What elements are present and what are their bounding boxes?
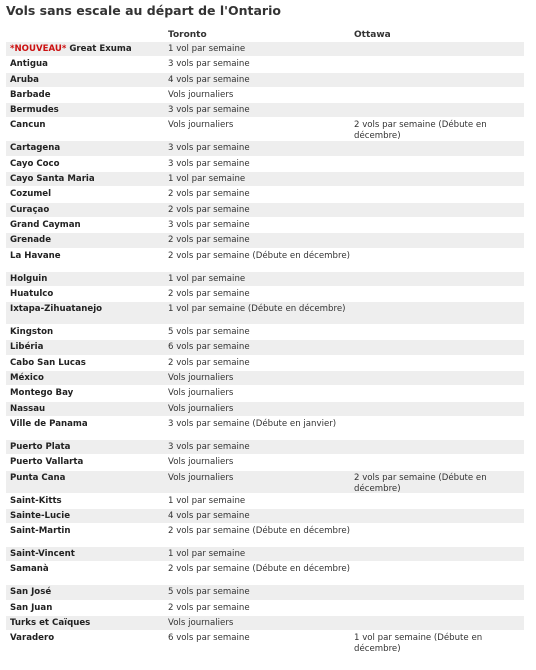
toronto-cell: 2 vols par semaine (Débute en décembre) [168, 526, 350, 537]
destination-name: Aruba [10, 74, 39, 85]
toronto-cell: Vols journaliers [168, 120, 234, 131]
destination-name: Varadero [10, 633, 55, 644]
destination-name: Grenade [10, 235, 52, 246]
destination-name: La Havane [10, 250, 61, 261]
destination-name: Grand Cayman [10, 219, 81, 230]
destination-cell [10, 373, 162, 384]
destination-name: San José [10, 587, 52, 598]
destination-cell [10, 75, 162, 86]
destination-name: Holguin [10, 273, 48, 284]
toronto-cell: Vols journaliers [168, 89, 234, 100]
toronto-cell: Vols journaliers [168, 472, 234, 483]
destination-name: Saint-Kitts [10, 495, 62, 506]
toronto-cell: 2 vols par semaine (Débute en décembre) [168, 250, 350, 261]
flights-table [6, 42, 524, 654]
destination-cell [10, 289, 162, 300]
toronto-cell: 3 vols par semaine (Débute en janvier) [168, 418, 337, 429]
table-row [6, 371, 524, 386]
table-row [6, 141, 524, 156]
toronto-cell: 2 vols par semaine [168, 288, 250, 299]
destination-name: Barbade [10, 89, 51, 100]
destination-cell [10, 304, 162, 315]
table-row [6, 73, 524, 88]
toronto-cell: 2 vols par semaine [168, 204, 250, 215]
table-row [6, 601, 524, 616]
table-row [6, 471, 524, 494]
destination-cell [10, 90, 162, 101]
destination-cell [10, 174, 162, 185]
toronto-cell: 2 vols par semaine (Débute en décembre) [168, 564, 350, 575]
table-row [6, 287, 524, 302]
table-row [6, 386, 524, 401]
table-row [6, 103, 524, 118]
table-row [6, 172, 524, 187]
destination-name: Ixtapa-Zihuatanejo [10, 304, 103, 315]
table-row [6, 417, 524, 440]
destination-name: Sainte-Lucie [10, 510, 71, 521]
destination-name: Ville de Panama [10, 418, 88, 429]
destination-name: Cancun [10, 120, 46, 131]
table-row [6, 325, 524, 340]
destination-cell [10, 633, 162, 644]
destination-cell [10, 419, 162, 430]
destination-cell [10, 511, 162, 522]
destination-cell [10, 496, 162, 507]
table-row [6, 440, 524, 455]
destination-cell [10, 442, 162, 453]
table-row [6, 187, 524, 202]
destination-cell [10, 159, 162, 170]
toronto-cell: Vols journaliers [168, 388, 234, 399]
table-row [6, 524, 524, 547]
destination-cell [10, 251, 162, 262]
destination-cell [10, 564, 162, 575]
destination-name: Libéria [10, 342, 44, 353]
destination-name: Huatulco [10, 288, 54, 299]
toronto-cell: 2 vols par semaine [168, 235, 250, 246]
toronto-cell: 5 vols par semaine [168, 587, 250, 598]
toronto-cell: 1 vol par semaine [168, 44, 246, 54]
destination-cell [10, 457, 162, 468]
destination-cell [10, 549, 162, 560]
destination-cell [10, 388, 162, 399]
page-title: Vols sans escale au départ de l'Ontario [6, 3, 281, 18]
toronto-cell: 1 vol par semaine [168, 495, 246, 506]
toronto-cell: 5 vols par semaine [168, 327, 250, 338]
toronto-cell: 1 vol par semaine [168, 549, 246, 560]
toronto-cell: 3 vols par semaine [168, 143, 250, 154]
toronto-cell: 3 vols par semaine [168, 105, 250, 116]
table-row [6, 585, 524, 600]
table-row [6, 455, 524, 470]
toronto-cell: 6 vols par semaine [168, 633, 250, 644]
toronto-cell: 4 vols par semaine [168, 74, 250, 85]
table-row [6, 157, 524, 172]
destination-cell [10, 327, 162, 338]
toronto-cell: 2 vols par semaine [168, 189, 250, 200]
toronto-cell: 2 vols par semaine [168, 602, 250, 613]
toronto-cell: Vols journaliers [168, 457, 234, 468]
table-row [6, 218, 524, 233]
destination-name: Cartagena [10, 143, 61, 154]
table-row [6, 233, 524, 248]
destination-name: Nassau [10, 403, 46, 414]
destination-cell [10, 618, 162, 629]
destination-cell [10, 342, 162, 353]
destination-name: Bermudes [10, 105, 59, 116]
destination-cell [10, 44, 162, 55]
destination-name: Samanà [10, 564, 49, 575]
toronto-cell: 6 vols par semaine [168, 342, 250, 353]
new-badge: *NOUVEAU* [10, 44, 67, 54]
destination-cell [10, 358, 162, 369]
table-row [6, 509, 524, 524]
toronto-cell: 2 vols par semaine [168, 357, 250, 368]
destination-cell [10, 603, 162, 614]
table-row [6, 340, 524, 355]
destination-cell [10, 105, 162, 116]
destination-name: Punta Cana [10, 472, 66, 483]
ottawa-cell: 2 vols par semaine (Débute en décembre) [354, 472, 487, 494]
destination-cell [10, 473, 162, 484]
toronto-cell: Vols journaliers [168, 618, 234, 629]
destination-name: San Juan [10, 602, 53, 613]
destination-name: Cozumel [10, 189, 52, 200]
destination-cell [10, 220, 162, 231]
toronto-cell: Vols journaliers [168, 373, 234, 384]
table-row [6, 356, 524, 371]
table-row [6, 88, 524, 103]
destination-name: Montego Bay [10, 388, 74, 399]
toronto-cell: 4 vols par semaine [168, 510, 250, 521]
destination-name: Saint-Vincent [10, 549, 75, 560]
destination-name: Puerto Vallarta [10, 457, 84, 468]
table-header [6, 28, 524, 42]
table-row [6, 57, 524, 72]
table-row [6, 616, 524, 631]
destination-name: Turks et Caïques [10, 618, 91, 629]
toronto-cell: Vols journaliers [168, 403, 234, 414]
destination-name: Curaçao [10, 204, 50, 215]
table-row [6, 42, 524, 57]
destination-name: Cabo San Lucas [10, 357, 86, 368]
destination-cell [10, 587, 162, 598]
table-row [6, 402, 524, 417]
table-row [6, 118, 524, 141]
destination-cell [10, 120, 162, 131]
destination-name: Puerto Plata [10, 441, 71, 452]
toronto-cell: 1 vol par semaine (Débute en décembre) [168, 304, 346, 315]
ottawa-cell: 2 vols par semaine (Débute en décembre) [354, 120, 487, 142]
table-row [6, 547, 524, 562]
destination-name: Kingston [10, 327, 54, 338]
destination-cell [10, 59, 162, 70]
destination-cell [10, 189, 162, 200]
toronto-cell: 1 vol par semaine [168, 273, 246, 284]
toronto-cell: 1 vol par semaine [168, 174, 246, 185]
destination-name: Saint-Martin [10, 526, 71, 537]
destination-name: México [10, 373, 44, 384]
destination-cell [10, 274, 162, 285]
table-row [6, 631, 524, 654]
destination-name: Great Exuma [69, 44, 132, 54]
destination-cell [10, 205, 162, 216]
destination-cell [10, 235, 162, 246]
table-row [6, 562, 524, 585]
table-row [6, 494, 524, 509]
table-row [6, 203, 524, 218]
toronto-cell: 3 vols par semaine [168, 158, 250, 169]
toronto-cell: 3 vols par semaine [168, 59, 250, 70]
column-header-ottawa: Ottawa [354, 30, 391, 40]
column-header-toronto: Toronto [168, 30, 207, 40]
table-row [6, 302, 524, 325]
toronto-cell: 3 vols par semaine [168, 219, 250, 230]
destination-name: Cayo Coco [10, 158, 60, 169]
destination-cell [10, 143, 162, 154]
table-row [6, 249, 524, 272]
table-row [6, 272, 524, 287]
destination-name: Cayo Santa Maria [10, 174, 95, 185]
ottawa-cell: 1 vol par semaine (Débute en décembre) [354, 633, 483, 655]
destination-name: Antigua [10, 59, 48, 70]
destination-cell [10, 404, 162, 415]
destination-cell [10, 526, 162, 537]
toronto-cell: 3 vols par semaine [168, 441, 250, 452]
